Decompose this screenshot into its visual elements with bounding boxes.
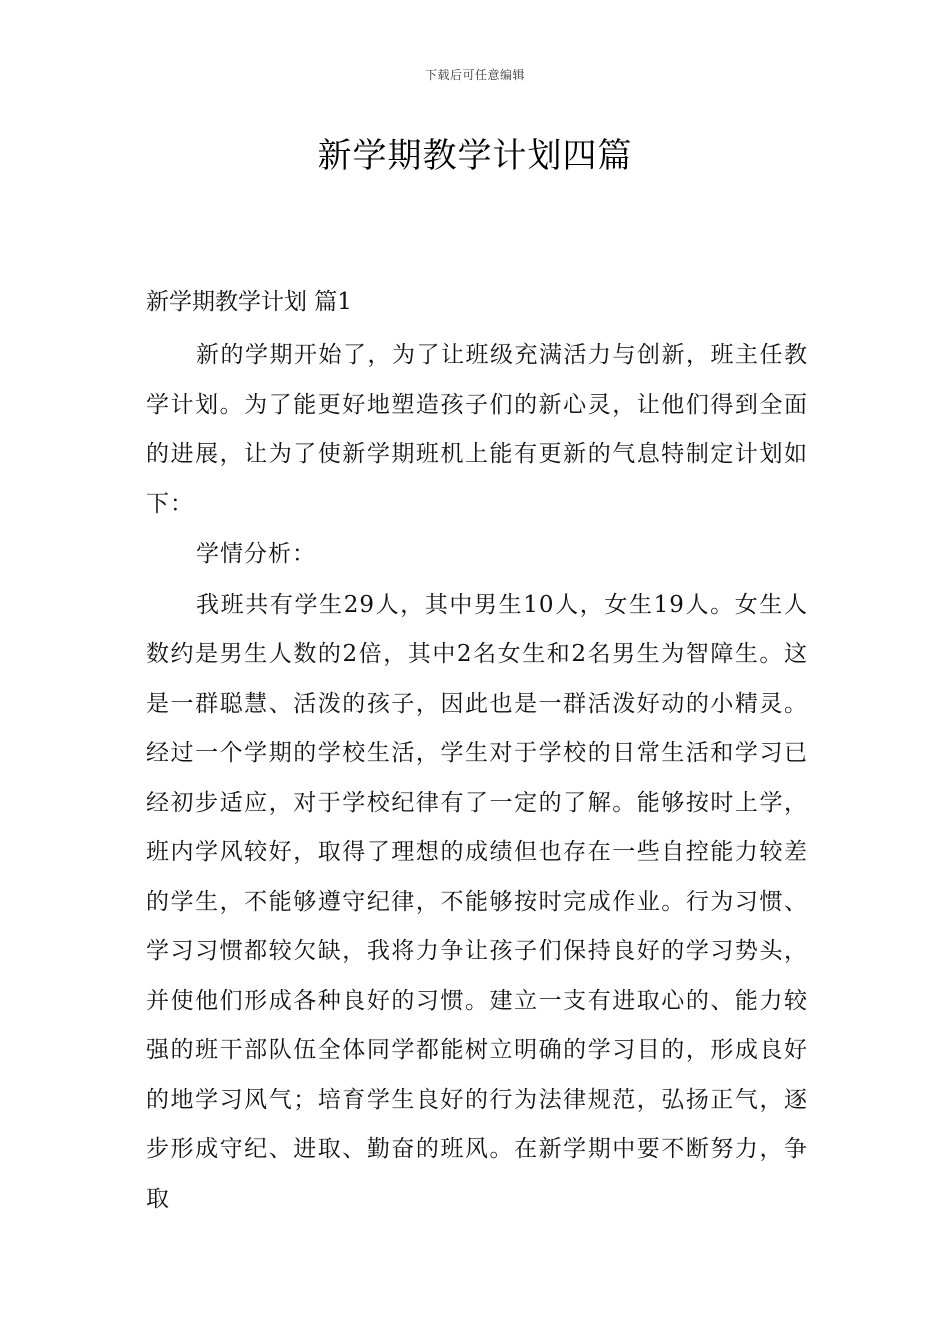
paragraph-intro: 新的学期开始了，为了让班级充满活力与创新，班主任教学计划。为了能更好地塑造孩子们的新心灵，让他们得到全面的进展，让为了使新学期班机上能有更新的气息特制定计划如下： [146, 342, 808, 517]
header-note: 下载后可任意编辑 [424, 68, 525, 82]
document-title: 新学期教学计划四篇 [317, 136, 633, 176]
paragraph-subheading: 学情分析： [196, 541, 316, 567]
paragraph-analysis: 我班共有学生29人，其中男生10人，女生19人。女生人数约是男生人数的2倍，其中2名女生和2名男生为智障生。这是一群聪慧、活泼的孩子，因此也是一群活泼好动的小精灵。经过一个学期的学校生活，学生对于学校的日常生活和学习已经初步适应，对于学校纪律有了一定的了解。能够按时上学，班内学风较好，取得了理想的成绩但也存在一些自控能力较差的学生，不能够遵守纪律，不能够按时完成作业。行为习惯、学习习惯都较欠缺，我将力争让孩子们保持良好的学习势头，并使他们形成各种良好的习惯。建立一支有进取心的、能力较强的班干部队伍全体同学都能树立明确的学习目的，形成良好的地学习风气；培育学生良好的行为法律规范，弘扬正气，逐步形成守纪、进取、勤奋的班风。在新学期中要不断努力，争取 [146, 591, 808, 1212]
section-heading: 新学期教学计划 篇1 [146, 289, 352, 315]
document-body [146, 278, 808, 1224]
